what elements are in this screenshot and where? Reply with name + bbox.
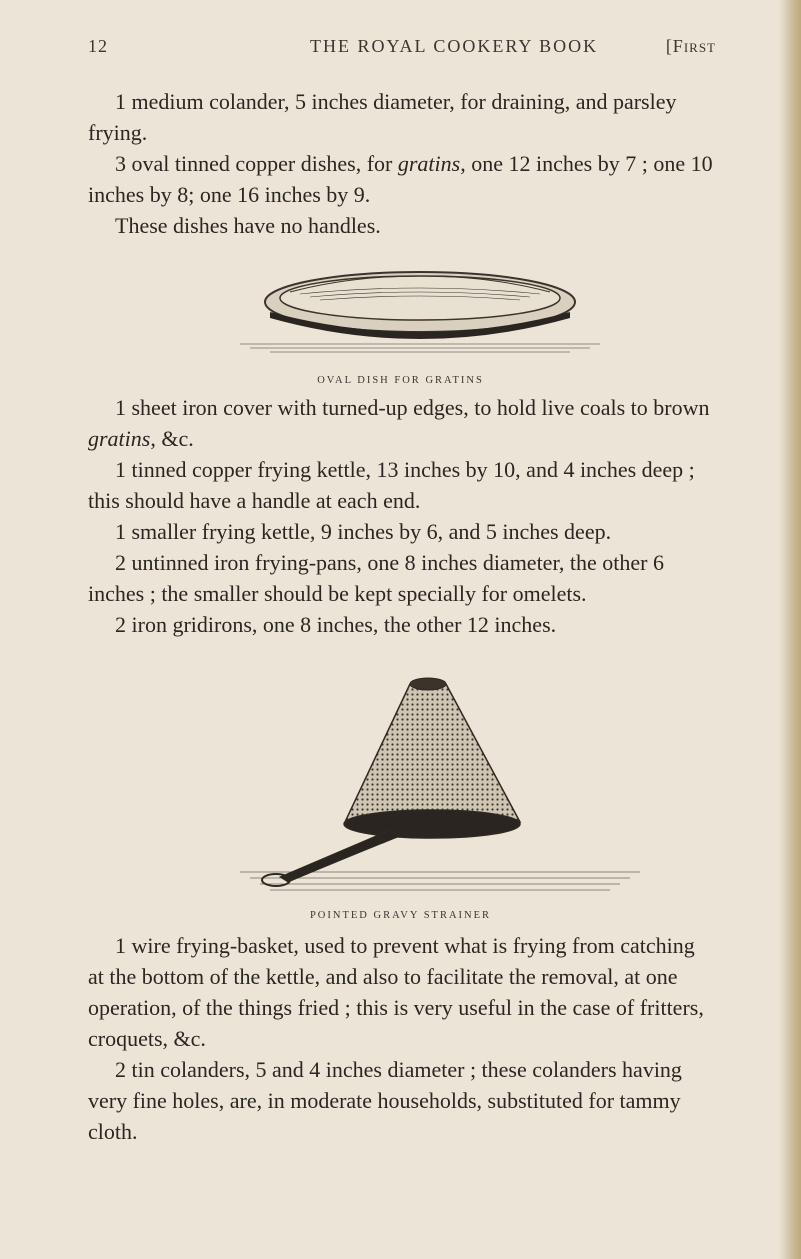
- paragraph-frying-kettle: 1 tinned copper frying kettle, 13 inches by 10, and 4 inches deep ; this should have a handle at each end.: [88, 457, 695, 513]
- paragraph-colander: 1 medium colander, 5 inches diameter, for draining, and parsley frying.: [88, 89, 677, 145]
- paragraph-frying-basket: 1 wire frying-basket, used to prevent what is frying from catching at the bottom of the kettle, and also to facilitate the removal, at one operation, of the things fried ; this is very useful in the case of fritters, croquets, &c.: [88, 933, 704, 1051]
- paragraph-no-handles: These dishes have no handles.: [115, 213, 381, 238]
- paragraph-sheet-iron-cover: 1 sheet iron cover with turned-up edges, to hold live coals to brown gratins, &c.: [88, 395, 710, 451]
- paragraph-gridirons: 2 iron gridirons, one 8 inches, the other 12 inches.: [115, 612, 557, 637]
- paragraph-tin-colanders: 2 tin colanders, 5 and 4 inches diameter ; these colanders having very fine holes, are, in moderate households, substituted for tammy cloth.: [88, 1057, 682, 1144]
- oval-dish-illustration: [230, 252, 610, 362]
- paragraph-frying-pans: 2 untinned iron frying-pans, one 8 inches diameter, the other 6 inches ; the smaller should be kept specially for omelets.: [88, 550, 664, 606]
- running-title: THE ROYAL COOKERY BOOK: [310, 36, 599, 56]
- paragraph-oval-dishes: 3 oval tinned copper dishes, for gratins, one 12 inches by 7 ; one 10 inches by 8; one 16 inches by 9.: [88, 151, 713, 207]
- running-header: [88, 36, 716, 64]
- page-edge-shadow: [779, 0, 801, 1259]
- gravy-strainer-caption: POINTED GRAVY STRAINER: [309, 910, 492, 921]
- gravy-strainer-illustration: [240, 672, 640, 902]
- paragraph-smaller-kettle: 1 smaller frying kettle, 9 inches by 6, and 5 inches deep.: [115, 519, 612, 544]
- section-marker: [First: [665, 36, 716, 56]
- oval-dish-caption: OVAL DISH FOR GRATINS: [317, 375, 484, 386]
- page-number: 12: [88, 36, 108, 56]
